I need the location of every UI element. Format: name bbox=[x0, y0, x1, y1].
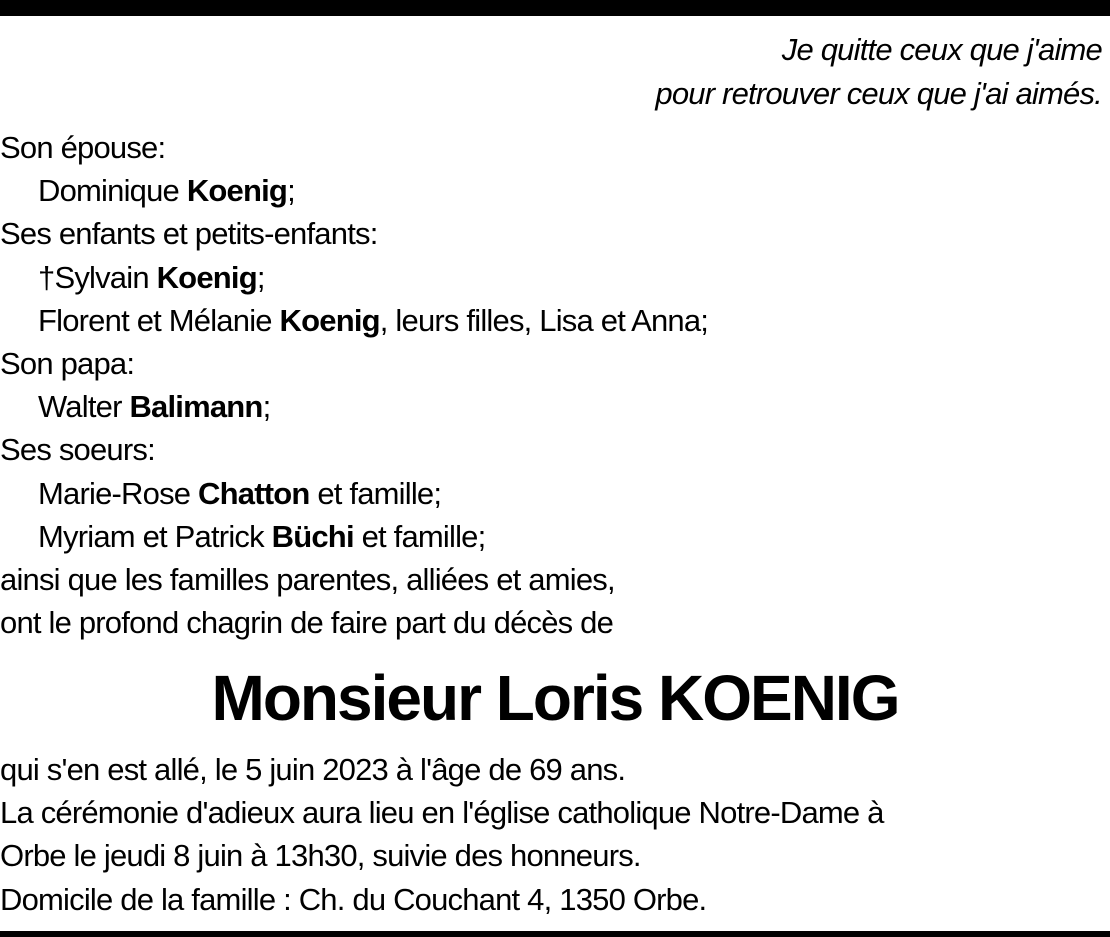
child2-suffix: , leurs filles, Lisa et Anna; bbox=[379, 302, 709, 338]
relatives-line: ainsi que les familles parentes, alliées et amies, bbox=[0, 562, 615, 598]
father-entry bbox=[0, 385, 708, 428]
bottom-border-rule bbox=[0, 931, 1110, 937]
child1-suffix: ; bbox=[256, 259, 265, 295]
announcement-line: ont le profond chagrin de faire part du décès de bbox=[0, 605, 614, 641]
epigraph-line-2: pour retrouver ceux que j'ai aimés. bbox=[655, 76, 1102, 111]
spouse-given-name: Dominique bbox=[38, 173, 187, 209]
spouse-surname: Koenig bbox=[186, 173, 288, 209]
passing-line: qui s'en est allé, le 5 juin 2023 à l'âge de 69 ans. bbox=[0, 752, 626, 787]
spouse-entry bbox=[0, 169, 708, 212]
sister1-suffix: et famille; bbox=[309, 475, 442, 511]
sister2-suffix: et famille; bbox=[353, 518, 486, 554]
children-heading: Ses enfants et petits-enfants: bbox=[0, 216, 378, 252]
sister2-surname: Büchi bbox=[271, 518, 354, 554]
epigraph-quote bbox=[655, 28, 1102, 116]
child-entry-2 bbox=[0, 299, 708, 342]
spouse-suffix: ; bbox=[287, 173, 295, 209]
sister2-given-name: Myriam et Patrick bbox=[38, 518, 272, 554]
ceremony-line-2: Orbe le jeudi 8 juin à 13h30, suivie des honneurs. bbox=[0, 838, 641, 874]
epigraph-line-1: Je quitte ceux que j'aime bbox=[781, 32, 1102, 67]
child-entry-1 bbox=[0, 256, 708, 299]
spouse-heading: Son épouse: bbox=[0, 130, 166, 165]
sister1-surname: Chatton bbox=[198, 475, 310, 511]
father-suffix: ; bbox=[262, 389, 271, 425]
sister-entry-1 bbox=[0, 472, 708, 515]
child2-surname: Koenig bbox=[279, 302, 380, 338]
father-surname: Balimann bbox=[129, 389, 263, 425]
address-line: Domicile de la famille : Ch. du Couchant 4, 1350 Orbe. bbox=[0, 881, 707, 917]
details-block bbox=[0, 748, 884, 921]
family-list bbox=[0, 126, 708, 644]
father-heading: Son papa: bbox=[0, 346, 135, 382]
sister1-given-name: Marie-Rose bbox=[38, 475, 199, 511]
sisters-heading: Ses soeurs: bbox=[0, 432, 155, 468]
child1-surname: Koenig bbox=[156, 259, 257, 295]
top-border-rule bbox=[0, 0, 1110, 16]
ceremony-line-1: La cérémonie d'adieux aura lieu en l'église catholique Notre-Dame à bbox=[0, 795, 884, 831]
deceased-name-title: Monsieur Loris KOENIG bbox=[211, 662, 899, 734]
sister-entry-2 bbox=[0, 515, 708, 558]
child1-given-name: †Sylvain bbox=[38, 259, 157, 295]
child2-given-name: Florent et Mélanie bbox=[38, 302, 280, 338]
father-given-name: Walter bbox=[38, 389, 130, 425]
